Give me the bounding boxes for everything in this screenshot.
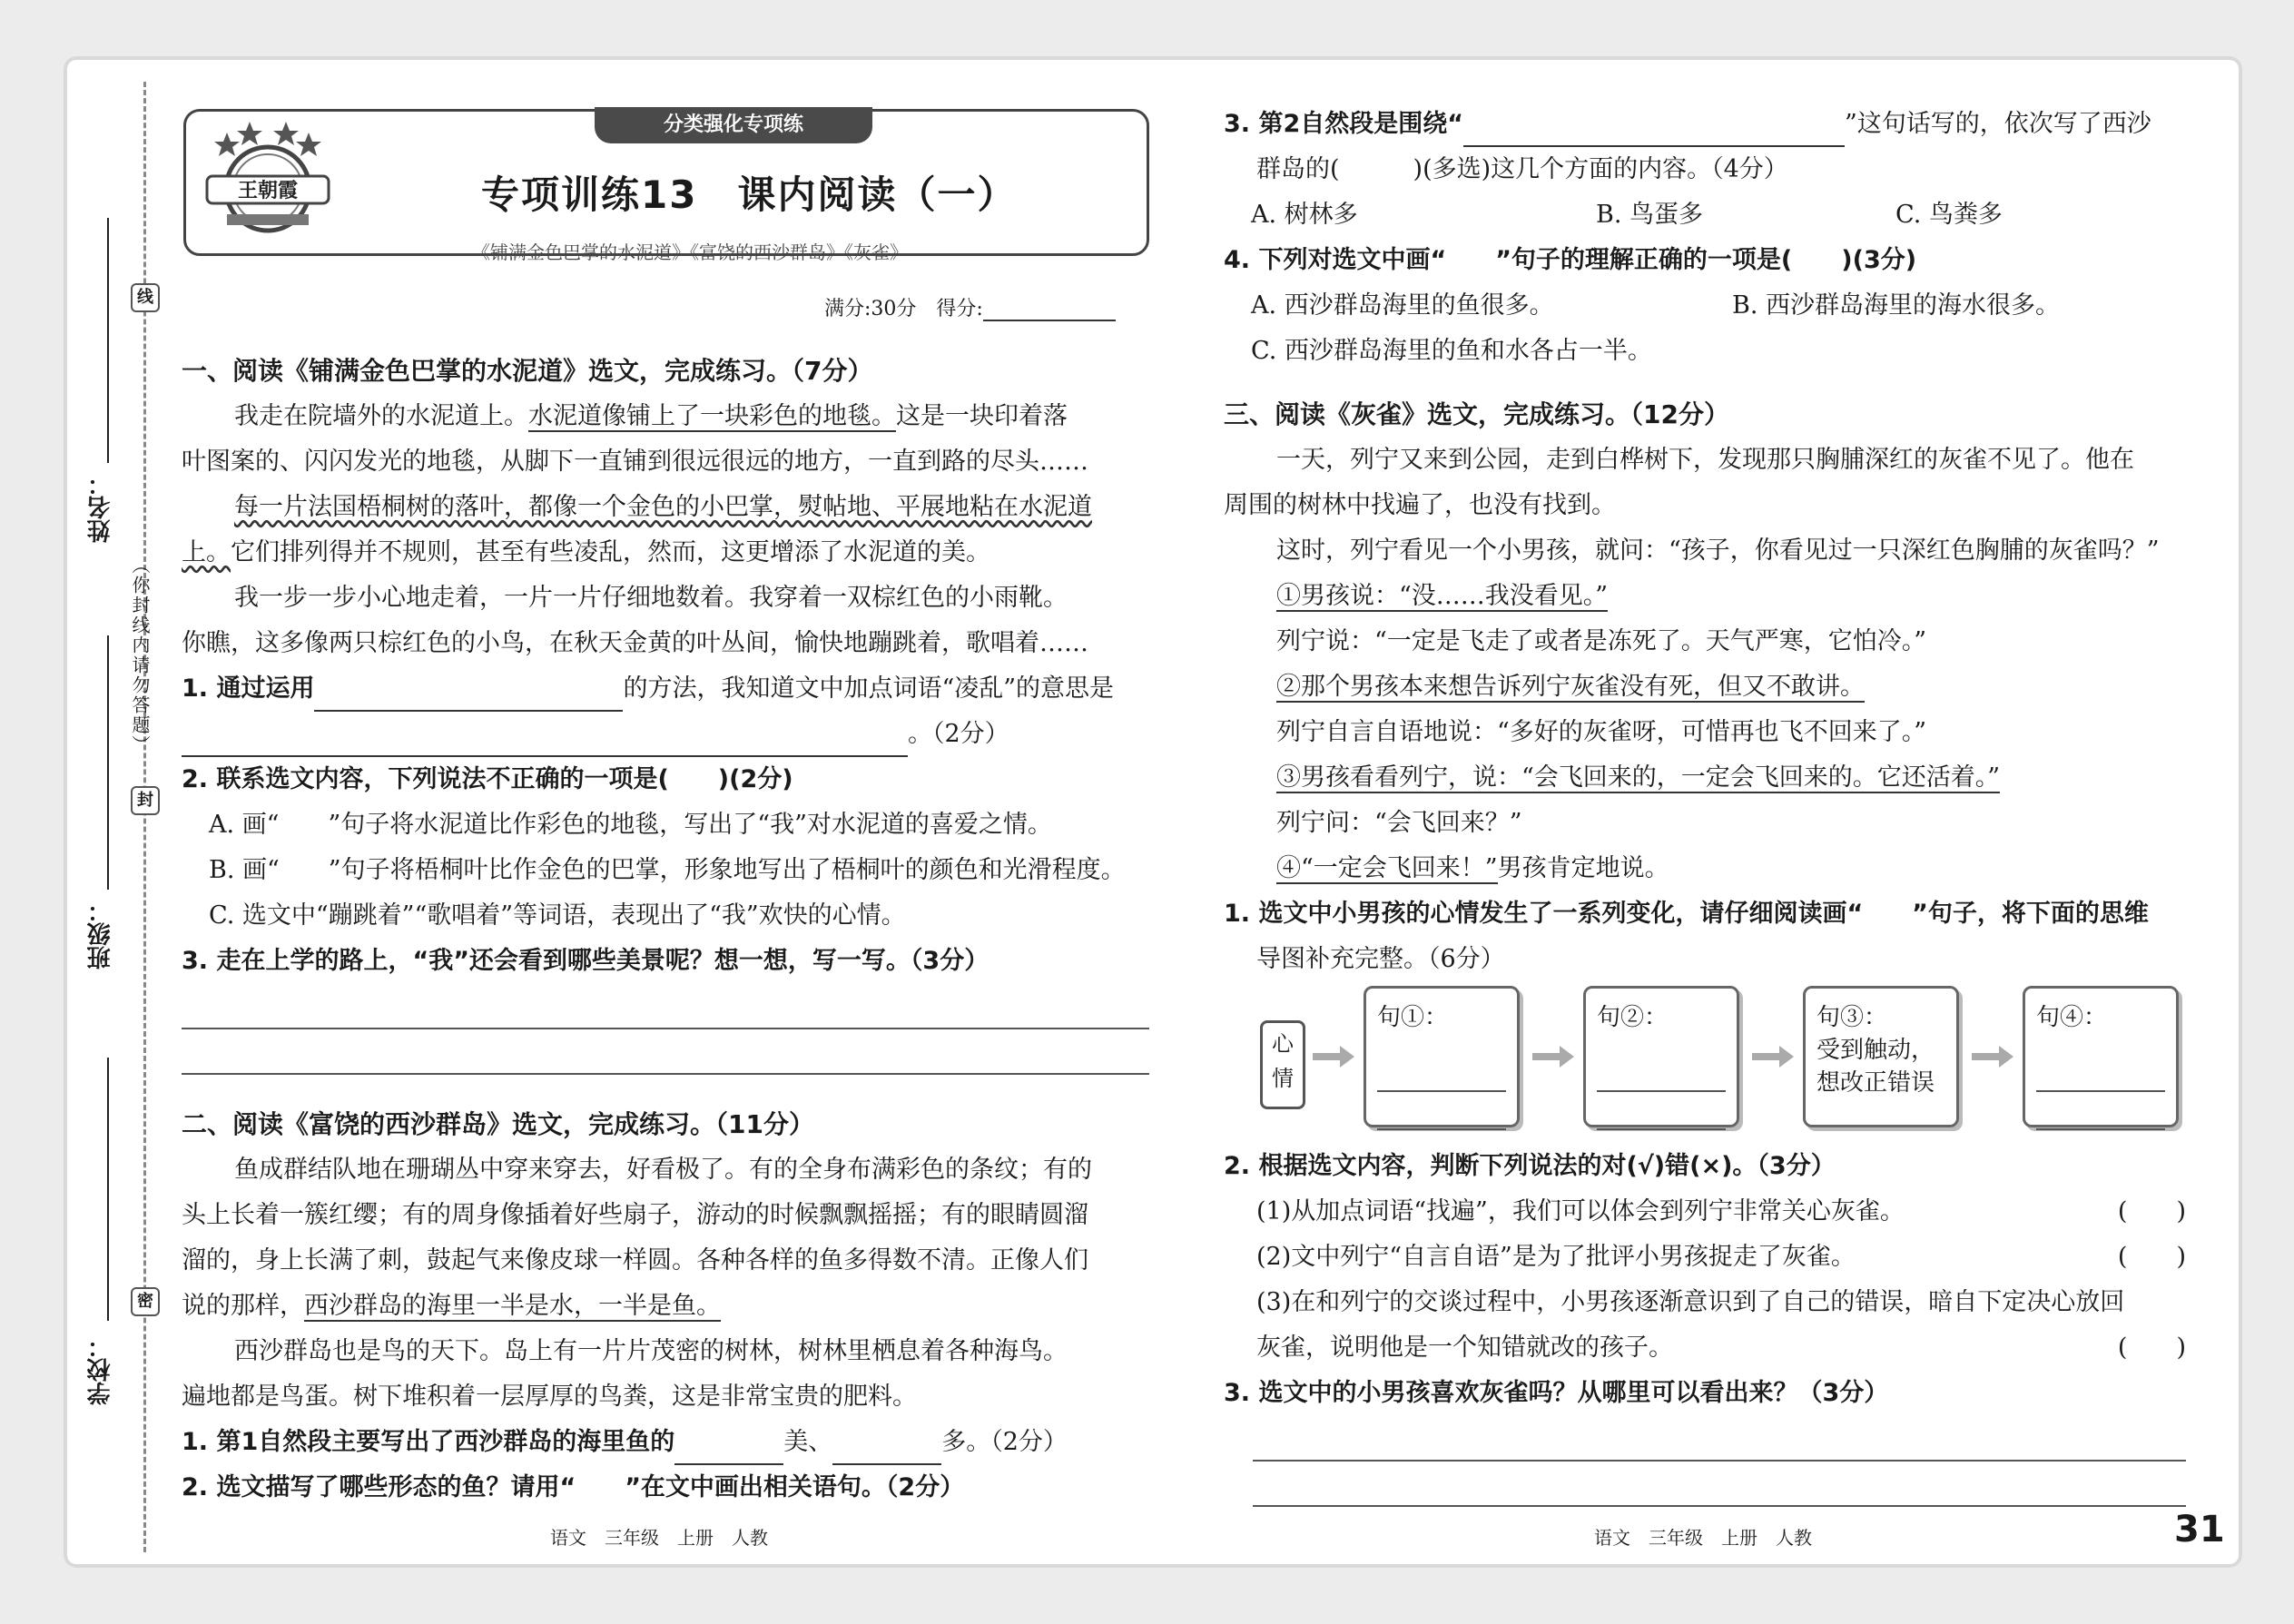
seal-char-feng: 封 (131, 786, 160, 815)
s1-q2-option-b: B. 画“ ”句子将梧桐叶比作金色的巴掌，形象地写出了梧桐叶的颜色和光滑程度。 (209, 856, 1126, 884)
s3-paragraph-7: ③男孩看看列宁，说：“会飞回来的，一定会飞回来的。它还活着。” (1276, 763, 2001, 792)
s1-q3-answer-line-2[interactable] (182, 1029, 1149, 1075)
s1-question-3: 3. 走在上学的路上，“我”还会看到哪些美景呢？想一想，写一写。（3分） (182, 947, 989, 975)
mindmap-node-2: 句②： (1583, 986, 1739, 1127)
s1-paragraph-3: 我一步一步小心地走着，一片一片仔细地数着。我穿着一双棕红色的小雨靴。 (234, 584, 1068, 612)
school-label: 学校： (87, 1334, 114, 1405)
s3-q2-item-3-answer[interactable]: ( ) (2117, 1334, 2186, 1362)
s3-paragraph-2: 这时，列宁看见一个小男孩，就问：“孩子，你看见过一只深红色胸脯的灰雀吗？” (1276, 536, 2160, 565)
s1-q1-blank-1[interactable] (314, 679, 623, 712)
mindmap-node-2-line-1[interactable] (1597, 1059, 1726, 1092)
left-column (182, 349, 1149, 1511)
s1-question-2: 2. 联系选文内容，下列说法不正确的一项是( )(2分) (182, 765, 793, 793)
s3-paragraph-9: ④“一定会飞回来！”男孩肯定地说。 (1276, 854, 1669, 882)
score-field[interactable] (983, 300, 1116, 321)
mindmap-node-4-line-1[interactable] (2036, 1059, 2165, 1092)
s2-paragraph-1-c: 溜的，身上长满了刺，鼓起气来像皮球一样圆。各种各样的鱼多得数不清。正像人们 (182, 1246, 1088, 1275)
s2-question-3-cont: 群岛的( )(多选)这几个方面的内容。（4分） (1256, 155, 1788, 183)
mindmap-start-node: 心情 (1260, 1020, 1305, 1109)
s2-question-3: 3. 第2自然段是围绕“ ”这句话写的，依次写了西沙 (1224, 102, 2186, 147)
name-field[interactable] (107, 218, 109, 463)
s3-question-1: 1. 选文中小男孩的心情发生了一系列变化，请仔细阅读画“ ”句子，将下面的思维 (1224, 900, 2149, 928)
s3-paragraph-1-cont: 周围的树林中找遍了，也没有找到。 (1224, 491, 1616, 519)
s1-q2-option-a: A. 画“ ”句子将水泥道比作彩色的地毯，写出了“我”对水泥道的喜爱之情。 (209, 811, 1052, 839)
seal-note: （你封线内请勿答题） (129, 556, 151, 755)
s3-q3-answer-line-1[interactable] (1253, 1416, 2186, 1462)
arrow-right-icon (1532, 1046, 1574, 1068)
arrow-right-icon (1313, 1046, 1354, 1068)
s2-question-1: 1. 第1自然段主要写出了西沙群岛的海里鱼的 美、 多。（2分） (182, 1420, 1149, 1465)
s3-q3-answer-line-2[interactable] (1253, 1462, 2186, 1507)
mindmap-node-2-line-2[interactable] (1597, 1097, 1726, 1130)
s1-paragraph-1-cont: 叶图案的、闪闪发光的地毯，从脚下一直铺到很远很远的地方，一直到路的尽头…… (182, 448, 1088, 476)
s3-paragraph-4: 列宁说：“一定是飞走了或者是冻死了。天气严寒，它怕冷。” (1276, 627, 1927, 655)
s3-q2-item-3-cont: 灰雀，说明他是一个知错就改的孩子。 ( ) (1224, 1325, 2186, 1371)
page-subtitle: 《铺满金色巴掌的水泥道》《富饶的西沙群岛》《灰雀》 (472, 241, 908, 263)
s2-q1-blank-1[interactable] (674, 1432, 783, 1465)
s1-paragraph-1: 我走在院墙外的水泥道上。水泥道像铺上了一块彩色的地毯。这是一块印着落 (234, 402, 1068, 430)
s1-paragraph-2-cont: 上。它们排列得并不规则，甚至有些凌乱，然而，这更增添了水泥道的美。 (182, 538, 990, 566)
s3-question-1-cont: 导图补充完整。（6分） (1256, 945, 1505, 973)
page-title: 专项训练13 课内阅读（一） (481, 172, 1018, 217)
s3-q2-item-2: (2)文中列宁“自言自语”是为了批评小男孩捉走了灰雀。 ( ) (1224, 1235, 2186, 1280)
mindmap-node-4-line-2[interactable] (2036, 1097, 2165, 1130)
s2-question-2: 2. 选文描写了哪些形态的鱼？请用“ ”在文中画出相关语句。（2分） (182, 1473, 965, 1501)
mindmap-node-1: 句①： (1364, 986, 1520, 1127)
s3-paragraph-5: ②那个男孩本来想告诉列宁灰雀没有死，但又不敢讲。 (1276, 673, 1865, 701)
s2-q3-options: A. 树林多 B. 鸟蛋多 C. 鸟粪多 (1251, 201, 2003, 229)
name-label: 姓名： (87, 472, 114, 543)
s3-paragraph-1: 一天，列宁又来到公园，走到白桦树下，发现那只胸脯深红的灰雀不见了。他在 (1276, 446, 2134, 474)
arrow-right-icon (1972, 1046, 2013, 1068)
s2-q4-options-ab: A. 西沙群岛海里的鱼很多。 B. 西沙群岛海里的海水很多。 (1251, 291, 2061, 320)
s3-paragraph-3: ①男孩说：“没……我没看见。” (1276, 582, 1609, 610)
s2-paragraph-2: 西沙群岛也是鸟的天下。岛上有一片片茂密的树林，树林里栖息着各种海鸟。 (234, 1337, 1068, 1365)
s2-paragraph-1: 鱼成群结队地在珊瑚丛中穿来穿去，好看极了。有的全身布满彩色的条纹；有的 (234, 1156, 1092, 1184)
s1-q2-option-c: C. 选文中“蹦跳着”“歌唱着”等词语，表现出了“我”欢快的心情。 (209, 901, 906, 930)
class-label: 班级： (87, 899, 114, 969)
s2-question-4: 4. 下列对选文中画“ ”句子的理解正确的一项是( )(3分) (1224, 246, 1917, 274)
s3-q2-item-1-answer[interactable]: ( ) (2117, 1197, 2186, 1225)
arrow-right-icon (1752, 1046, 1794, 1068)
s1-paragraph-3-cont: 你瞧，这多像两只棕红色的小鸟，在秋天金黄的叶丛间，愉快地蹦跳着，歌唱着…… (182, 629, 1088, 657)
seal-char-xian: 线 (131, 283, 160, 312)
s2-paragraph-1-b: 头上长着一簇红缨；有的周身像插着好些扇子，游动的时候飘飘摇摇；有的眼睛圆溜 (182, 1201, 1088, 1229)
s3-q2-item-2-answer[interactable]: ( ) (2117, 1243, 2186, 1271)
mindmap-node-4: 句④： (2023, 986, 2179, 1127)
section-2-title: 二、阅读《富饶的西沙群岛》选文，完成练习。（11分） (182, 1109, 814, 1139)
s2-q4-option-c: C. 西沙群岛海里的鱼和水各占一半。 (1251, 337, 1652, 365)
footer-left: 语文 三年级 上册 人教 (550, 1527, 768, 1549)
school-field[interactable] (107, 1058, 109, 1321)
section-3-title: 三、阅读《灰雀》选文，完成练习。（12分） (1224, 399, 1729, 429)
s1-question-1-cont: 。（2分） (182, 712, 1149, 757)
seal-char-mi: 密 (131, 1287, 160, 1316)
brand-logo-icon (200, 116, 336, 243)
s3-question-3: 3. 选文中的小男孩喜欢灰雀吗？从哪里可以看出来？（3分） (1224, 1379, 1889, 1407)
category-tab: 分类强化专项练 (595, 107, 872, 143)
logo-text: 王朝霞 (237, 179, 299, 202)
s3-paragraph-6: 列宁自言自语地说：“多好的灰雀呀，可惜再也飞不回来了。” (1276, 718, 1927, 746)
s1-question-1: 1. 通过运用 的方法，我知道文中加点词语“凌乱”的意思是 (182, 666, 1149, 712)
s3-q2-item-3: (3)在和列宁的交谈过程中，小男孩逐渐意识到了自己的错误，暗自下定决心放回 (1256, 1288, 2125, 1316)
s2-q1-blank-2[interactable] (832, 1432, 941, 1465)
s1-q1-blank-2[interactable] (182, 724, 908, 757)
mindmap-node-1-line-2[interactable] (1377, 1097, 1506, 1130)
s1-q3-answer-line-1[interactable] (182, 984, 1149, 1029)
s2-paragraph-1-d: 说的那样，西沙群岛的海里一半是水，一半是鱼。 (182, 1292, 721, 1320)
class-field[interactable] (107, 635, 109, 890)
mindmap-node-1-line-1[interactable] (1377, 1059, 1506, 1092)
s3-question-2: 2. 根据选文内容，判断下列说法的对(√)错(×)。（3分） (1224, 1152, 1836, 1180)
s2-paragraph-2-cont: 遍地都是鸟蛋。树下堆积着一层厚厚的鸟粪，这是非常宝贵的肥料。 (182, 1383, 917, 1411)
s1-paragraph-2: 每一片法国梧桐树的落叶，都像一个金色的小巴掌，熨帖地、平展地粘在水泥道 (234, 493, 1092, 521)
s3-q2-item-1: (1)从加点词语“找遍”，我们可以体会到列宁非常关心灰雀。 ( ) (1224, 1189, 2186, 1235)
page-number: 31 (2174, 1509, 2225, 1550)
footer-right: 语文 三年级 上册 人教 (1594, 1527, 1812, 1549)
s3-paragraph-8: 列宁问：“会飞回来？” (1276, 809, 1522, 837)
right-column (1224, 102, 2186, 982)
mindmap-node-3: 句③： 受到触动，想改正错误 (1803, 986, 1959, 1127)
section-1-title: 一、阅读《铺满金色巴掌的水泥道》选文，完成练习。（7分） (182, 356, 873, 386)
score-line: 满分:30分 得分: (824, 293, 1116, 321)
right-column-lower (1224, 1144, 2186, 1507)
s2-q3-blank[interactable] (1463, 114, 1845, 147)
